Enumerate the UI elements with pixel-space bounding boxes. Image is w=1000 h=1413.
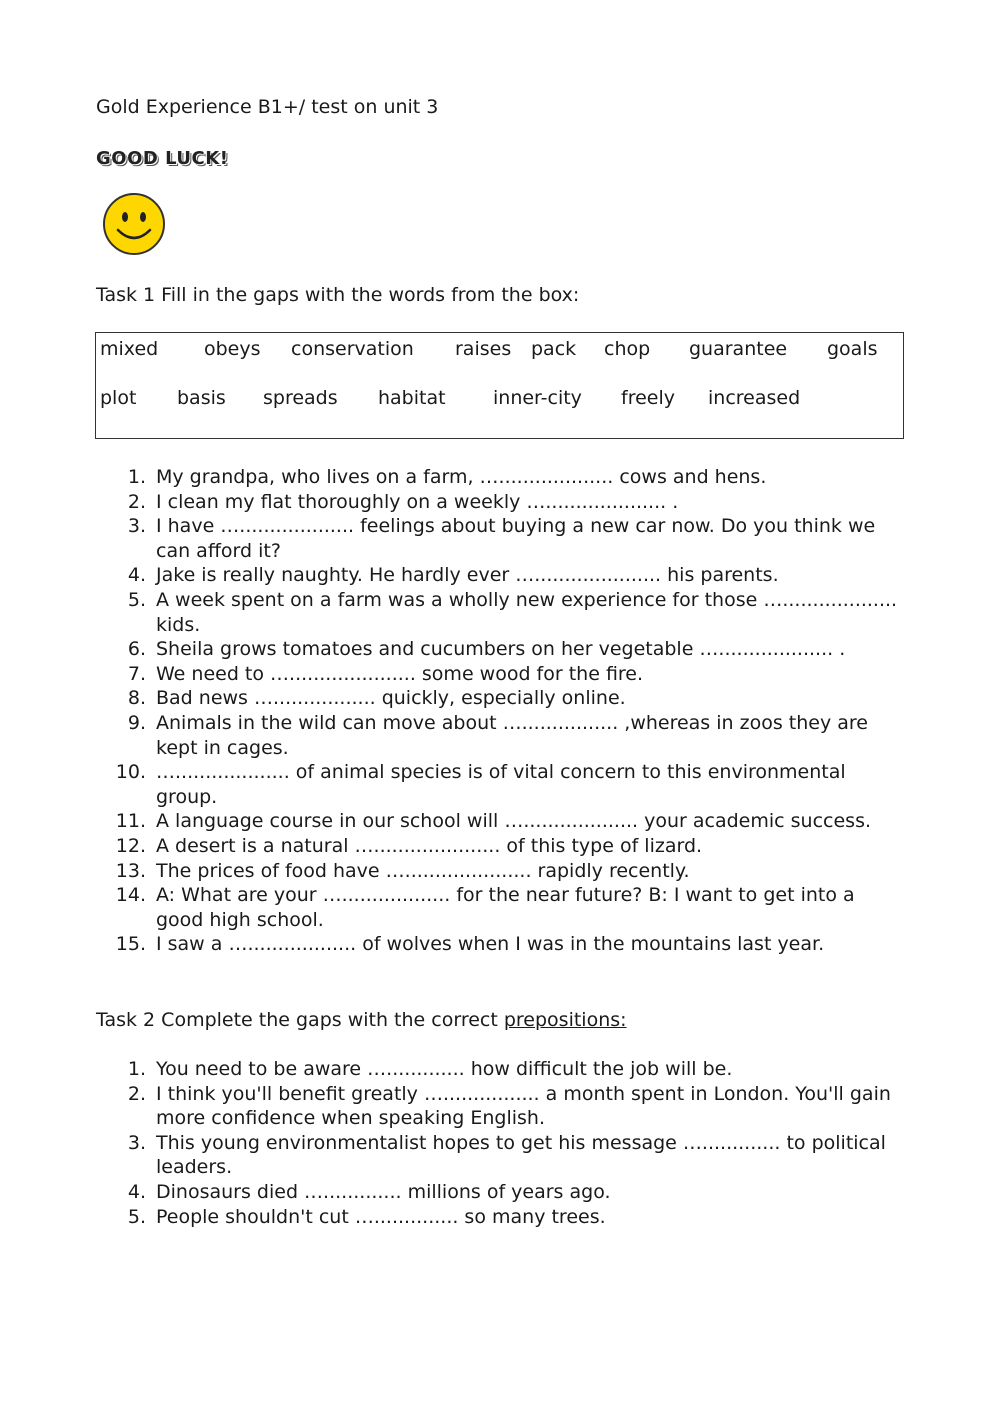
word-item: habitat [378, 387, 446, 409]
question-item: 14. A: What are your ….................. for the near future? B: I want to get into a good high school. [115, 884, 855, 931]
question-text: I think you'll benefit greatly …................ a month spent in London. You'll gain more confidence when speaking English. [156, 1082, 891, 1130]
question-text: A desert is a natural …..................... of this type of lizard. [156, 834, 703, 857]
question-item: 11. A language course in our school will …................... your academic success. [115, 810, 872, 833]
word-item: inner-city [493, 387, 582, 409]
question-text: Bad news …................. quickly, especially online. [156, 687, 626, 710]
word-item: raises [455, 338, 512, 360]
task1-heading: Task 1 Fill in the gaps with the words from the box: [96, 284, 580, 306]
word-item: plot [100, 387, 137, 409]
word-item: increased [708, 387, 801, 409]
good-luck-heading: GOOD LUCK! [96, 148, 229, 169]
question-text: We need to …..................... some wood for the fire. [156, 662, 644, 685]
word-item: basis [177, 387, 226, 409]
question-item: 3. I have …................... feelings about buying a new car now. Do you think we can afford it? [127, 515, 876, 562]
question-item: 3. This young environmentalist hopes to get his message …............. to political leaders. [127, 1131, 886, 1179]
worksheet-title: Gold Experience B1+/ test on unit 3 [96, 96, 439, 118]
question-text: A: What are your ….................. for the near future? B: I want to get into a good high school. [156, 884, 855, 931]
task2-heading [96, 1009, 627, 1031]
question-text: You need to be aware …............. how difficult the job will be. [156, 1058, 733, 1080]
question-item: 12. A desert is a natural …..................... of this type of lizard. [115, 834, 703, 857]
smiley-face-icon [102, 192, 166, 256]
question-text: People shouldn't cut ….............. so many trees. [156, 1205, 606, 1228]
question-item: 13. The prices of food have …..................... rapidly recently. [115, 859, 690, 882]
question-item: 15. I saw a ….................. of wolves when I was in the mountains last year. [115, 933, 825, 956]
word-item: freely [621, 387, 675, 409]
question-text: I saw a ….................. of wolves when I was in the mountains last year. [156, 933, 825, 956]
word-item: guarantee [689, 338, 788, 360]
question-item: 2. I think you'll benefit greatly …................ a month spent in London. You'll gain more confidence when speaking English. [127, 1082, 891, 1130]
question-text: I clean my flat thoroughly on a weekly ….................... . [156, 490, 679, 513]
question-item: 9. Animals in the wild can move about …................ ,whereas in zoos they are kept in cages. [127, 711, 868, 759]
question-text: Sheila grows tomatoes and cucumbers on her vegetable …................... . [156, 638, 846, 661]
question-text: My grandpa, who lives on a farm, …................... cows and hens. [156, 466, 767, 488]
question-item: 5. People shouldn't cut ….............. so many trees. [127, 1205, 606, 1228]
question-text: A language course in our school will …................... your academic success. [156, 810, 872, 833]
question-text: Animals in the wild can move about …................ ,whereas in zoos they are kept in cages. [156, 711, 868, 759]
question-item: 8. Bad news …................. quickly, especially online. [127, 687, 626, 710]
task1-question-list [96, 465, 906, 957]
question-item: 10. …................... of animal species is of vital concern to this environmental group. [115, 761, 846, 808]
word-item: obeys [204, 338, 261, 360]
question-item: 1. You need to be aware …............. how difficult the job will be. [127, 1058, 733, 1080]
task2-question-list [96, 1057, 906, 1229]
question-item: 4. Dinosaurs died …............. millions of years ago. [127, 1180, 611, 1203]
word-box [95, 332, 904, 439]
question-item: 2. I clean my flat thoroughly on a weekly ….................... . [127, 490, 679, 513]
question-text: I have …................... feelings about buying a new car now. Do you think we can afford it? [156, 515, 876, 562]
task2-heading-prefix: Task 2 Complete the gaps with the correct [96, 1009, 504, 1031]
word-item: mixed [100, 338, 159, 360]
word-item: goals [827, 338, 878, 360]
word-item: spreads [263, 387, 338, 409]
question-text: Dinosaurs died …............. millions of years ago. [156, 1180, 611, 1203]
question-text: …................... of animal species is of vital concern to this environmental group. [156, 761, 846, 808]
question-item: 4. Jake is really naughty. He hardly ever …..................... his parents. [127, 564, 779, 587]
word-item: conservation [291, 338, 414, 360]
question-text: Jake is really naughty. He hardly ever …..................... his parents. [156, 564, 779, 587]
question-item: 7. We need to …..................... some wood for the fire. [127, 662, 644, 685]
question-item: 1. My grandpa, who lives on a farm, …................... cows and hens. [127, 466, 767, 488]
question-item: 5. A week spent on a farm was a wholly new experience for those …................... kids. [127, 588, 898, 636]
question-item: 6. Sheila grows tomatoes and cucumbers on her vegetable …................... . [127, 638, 846, 661]
task2-heading-underlined: prepositions: [503, 1009, 627, 1031]
word-item: pack [531, 338, 577, 360]
word-item: chop [604, 338, 651, 360]
question-text: The prices of food have …..................... rapidly recently. [156, 859, 690, 882]
question-text: A week spent on a farm was a wholly new experience for those …................... kids. [156, 588, 898, 636]
question-text: This young environmentalist hopes to get his message …............. to political leaders. [156, 1131, 886, 1179]
